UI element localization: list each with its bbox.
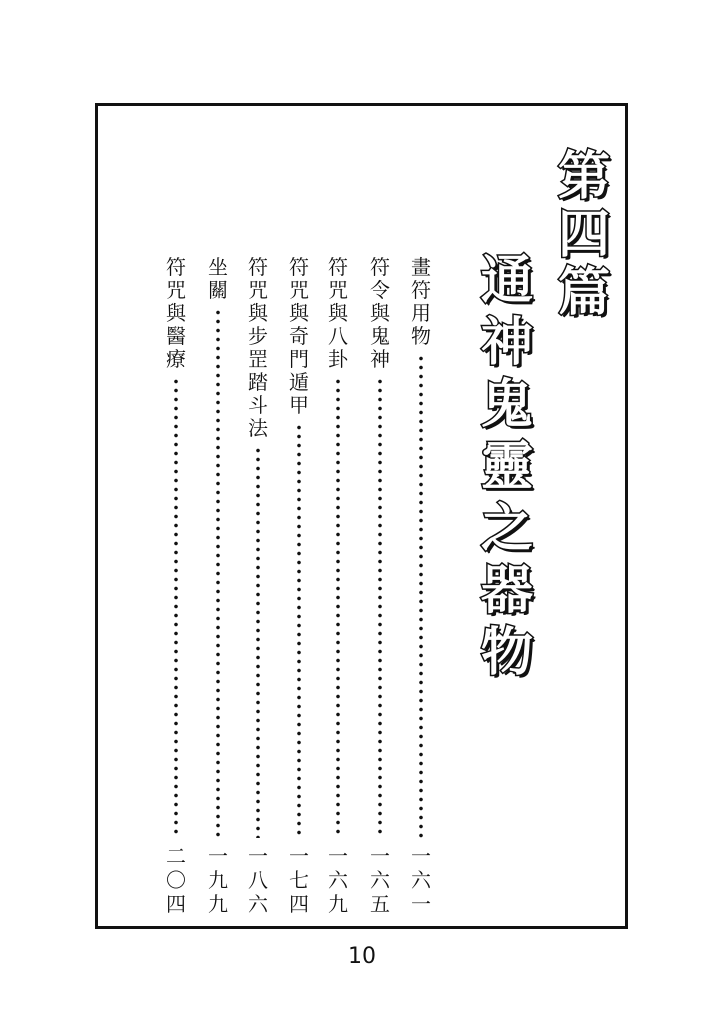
toc-entry-page: 一 六 五 xyxy=(370,844,390,916)
toc-entry-page: 一 六 一 xyxy=(411,844,431,916)
toc-entry-page: 一 六 九 xyxy=(328,844,348,916)
toc-entry-page: 一 九 九 xyxy=(208,844,228,916)
toc-leader-dots xyxy=(419,354,423,838)
toc-entry xyxy=(286,256,312,916)
toc-entry-page: 一 八 六 xyxy=(248,844,268,916)
toc-entry xyxy=(205,256,231,916)
toc-entry xyxy=(245,256,271,916)
toc-entry-page: 二 〇 四 xyxy=(166,844,186,916)
toc-leader-dots xyxy=(174,377,178,838)
toc-leader-dots xyxy=(256,446,260,838)
toc-leader-dots xyxy=(378,377,382,838)
part-title: 第 四 篇 xyxy=(557,147,610,323)
toc-entry-title: 坐 關 xyxy=(208,255,228,302)
toc-entry xyxy=(325,256,351,916)
toc-leader-dots xyxy=(216,308,220,838)
page-number: 10 xyxy=(348,944,376,969)
toc-entry-page: 一 七 四 xyxy=(289,844,309,916)
section-title: 通 神 鬼 靈 之 器 物 xyxy=(480,251,533,683)
toc-leader-dots xyxy=(336,377,340,838)
toc-entry-title: 符 咒 與 醫 療 xyxy=(166,255,186,371)
toc-entry xyxy=(163,256,189,916)
toc-entry-title: 符 咒 與 步 罡 踏 斗 法 xyxy=(248,255,268,440)
toc-entry-title: 符 咒 與 八 卦 xyxy=(328,255,348,371)
toc-entry xyxy=(408,256,434,916)
toc-entry-title: 符 咒 與 奇 門 遁 甲 xyxy=(289,255,309,417)
toc-leader-dots xyxy=(297,423,301,838)
toc-entry-title: 畫 符 用 物 xyxy=(411,255,431,348)
toc-entry-title: 符 令 與 鬼 神 xyxy=(370,255,390,371)
toc-entry xyxy=(367,256,393,916)
